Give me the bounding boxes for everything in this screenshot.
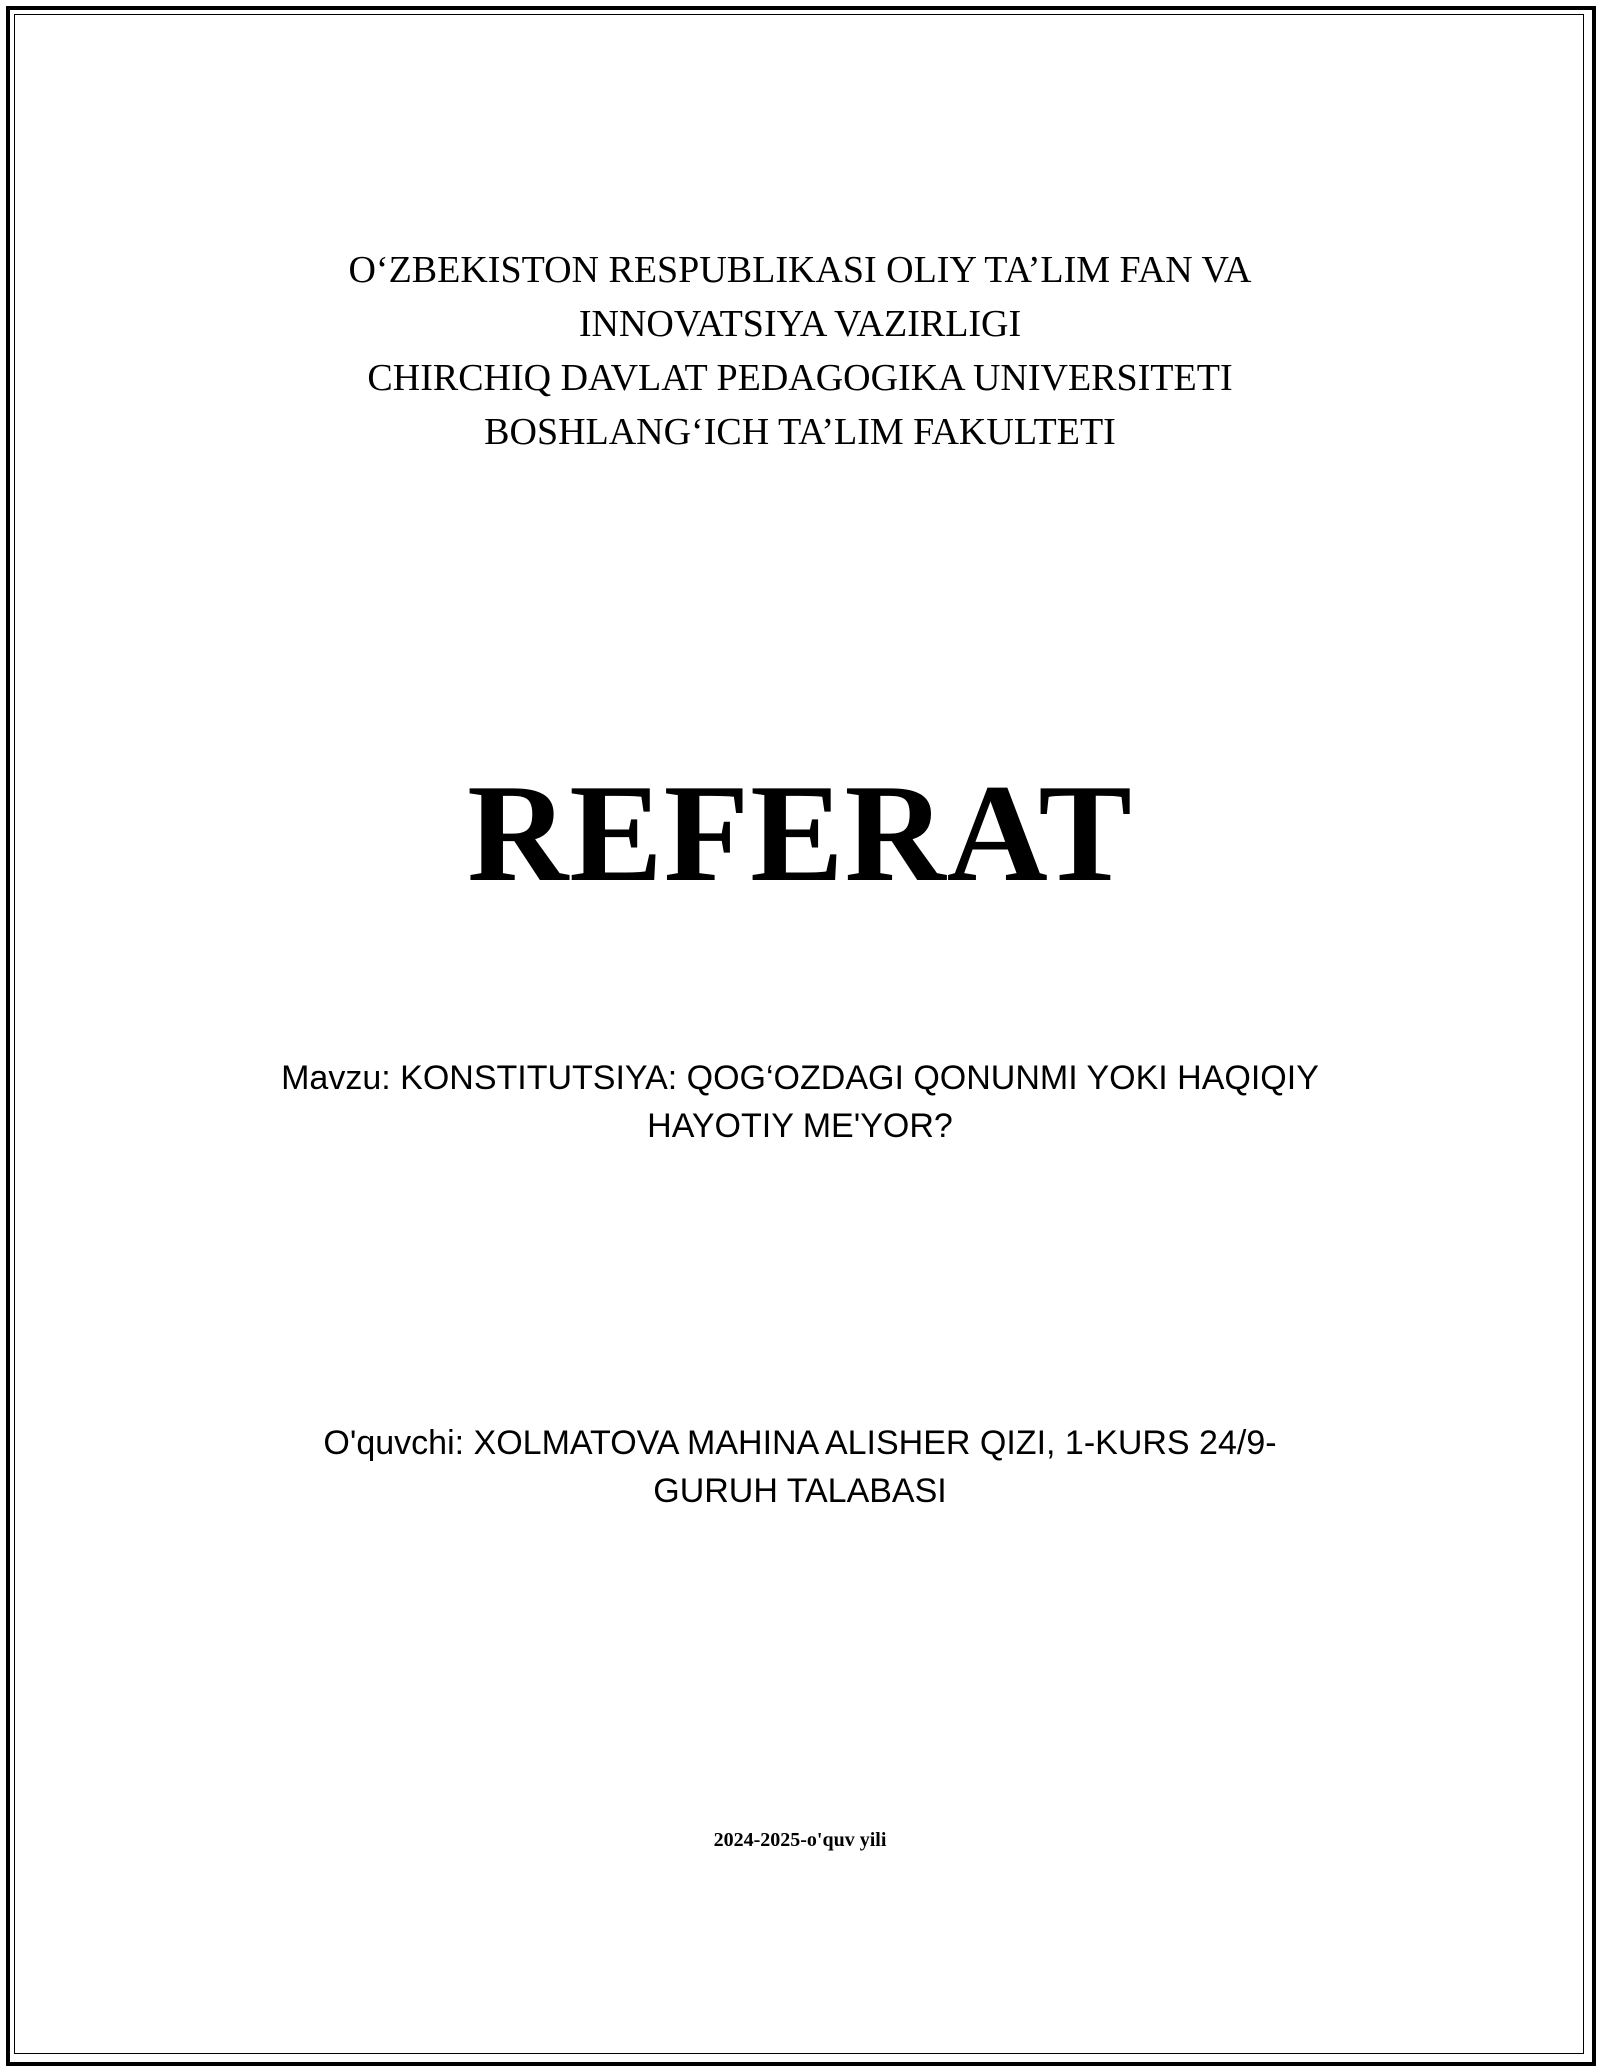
header-line-university: CHIRCHIQ DAVLAT PEDAGOGIKA UNIVERSITETI (367, 357, 1233, 399)
document-title: REFERAT (467, 756, 1133, 911)
header-line-faculty: BOSHLANG‘ICH TA’LIM FAKULTETI (484, 411, 1116, 453)
student-block (0, 1419, 1600, 1515)
topic-line-2: HAYOTIY ME'YOR? (647, 1107, 953, 1145)
academic-year: 2024-2025-o'quv yili (713, 1829, 887, 1851)
topic-line-1: Mavzu: KONSTITUTSIYA: QOG‘OZDAGI QONUNMI YOKI HAQIQIY (281, 1059, 1319, 1097)
header-line-ministry-2: INNOVATSIYA VAZIRLIGI (578, 303, 1022, 345)
student-line-1: O'quvchi: XOLMATOVA MAHINA ALISHER QIZI, 1-KURS 24/9- (323, 1424, 1277, 1462)
topic-block (0, 1054, 1600, 1150)
institution-header (0, 243, 1600, 459)
student-line-2: GURUH TALABASI (653, 1472, 947, 1510)
header-line-ministry-1: O‘ZBEKISTON RESPUBLIKASI OLIY TA’LIM FAN VA (348, 249, 1252, 291)
